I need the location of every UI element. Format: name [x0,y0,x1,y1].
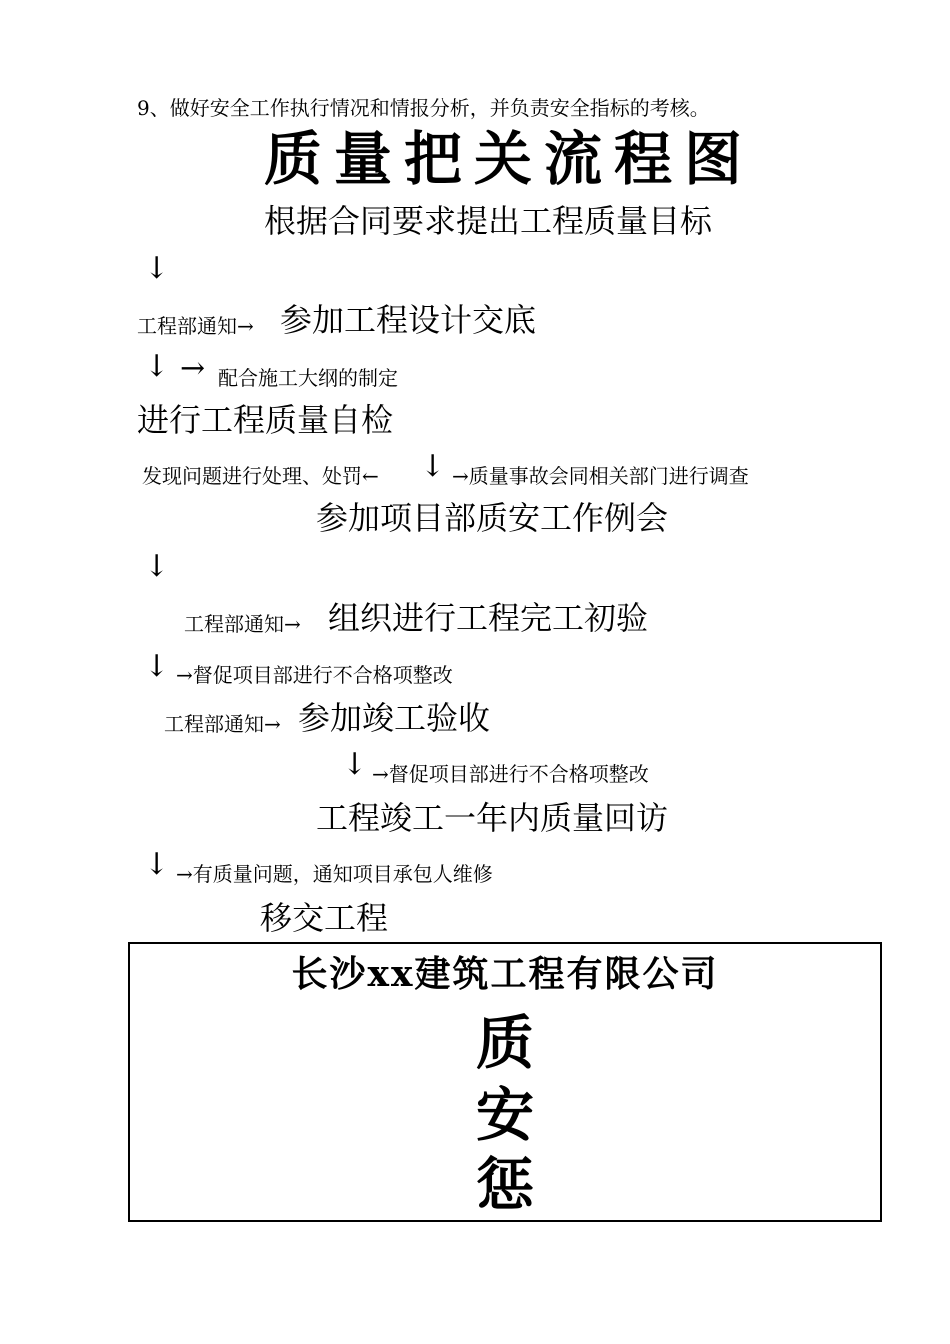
down-arrow-icon: ↓ [420,449,446,484]
company-name: 长沙xx建筑工程有限公司 [291,953,719,995]
flow-notice-3: 工程部通知→ [164,712,281,736]
flow-step-4: 参加项目部质安工作例会 [316,499,669,537]
flow-side-3-right: →质量事故会同相关部门进行调查 [452,464,749,488]
flow-side-5: →督促项目部进行不合格项整改 [176,663,453,687]
flow-side-3-left: 发现问题进行处理、处罚← [142,464,379,488]
down-arrow-icon: ↓ [342,747,368,782]
down-arrow-icon: ↓ [144,649,170,684]
flow-side-6: →督促项目部进行不合格项整改 [372,762,649,786]
down-arrow-icon: ↓ [144,549,170,584]
right-arrow-icon: → [180,351,206,386]
down-arrow-icon: ↓ [144,847,170,882]
flow-step-3: 进行工程质量自检 [137,401,394,439]
box-char-penalty: 惩 [475,1151,534,1219]
item-9-text: 9、做好安全工作执行情况和情报分析，并负责安全指标的考核。 [137,96,710,120]
flow-step-5: 组织进行工程完工初验 [328,599,649,637]
box-char-quality: 质 [475,1009,534,1077]
flow-step-6: 参加竣工验收 [298,699,491,737]
flow-step-2: 参加工程设计交底 [280,301,537,339]
company-box [128,942,882,1222]
flow-notice-1: 工程部通知→ [137,314,254,338]
flow-step-1: 根据合同要求提出工程质量目标 [264,202,713,240]
flow-side-7: →有质量问题，通知项目承包人维修 [176,862,493,886]
down-arrow-icon: ↓ [144,251,170,286]
flow-notice-2: 工程部通知→ [184,612,301,636]
down-arrow-icon: ↓ [144,349,170,384]
flow-step-8: 移交工程 [260,899,389,937]
flow-step-7: 工程竣工一年内质量回访 [316,799,669,837]
flow-side-2: 配合施工大纲的制定 [218,366,398,390]
box-char-safety: 安 [475,1081,534,1149]
page-title: 质量把关流程图 [264,125,755,193]
